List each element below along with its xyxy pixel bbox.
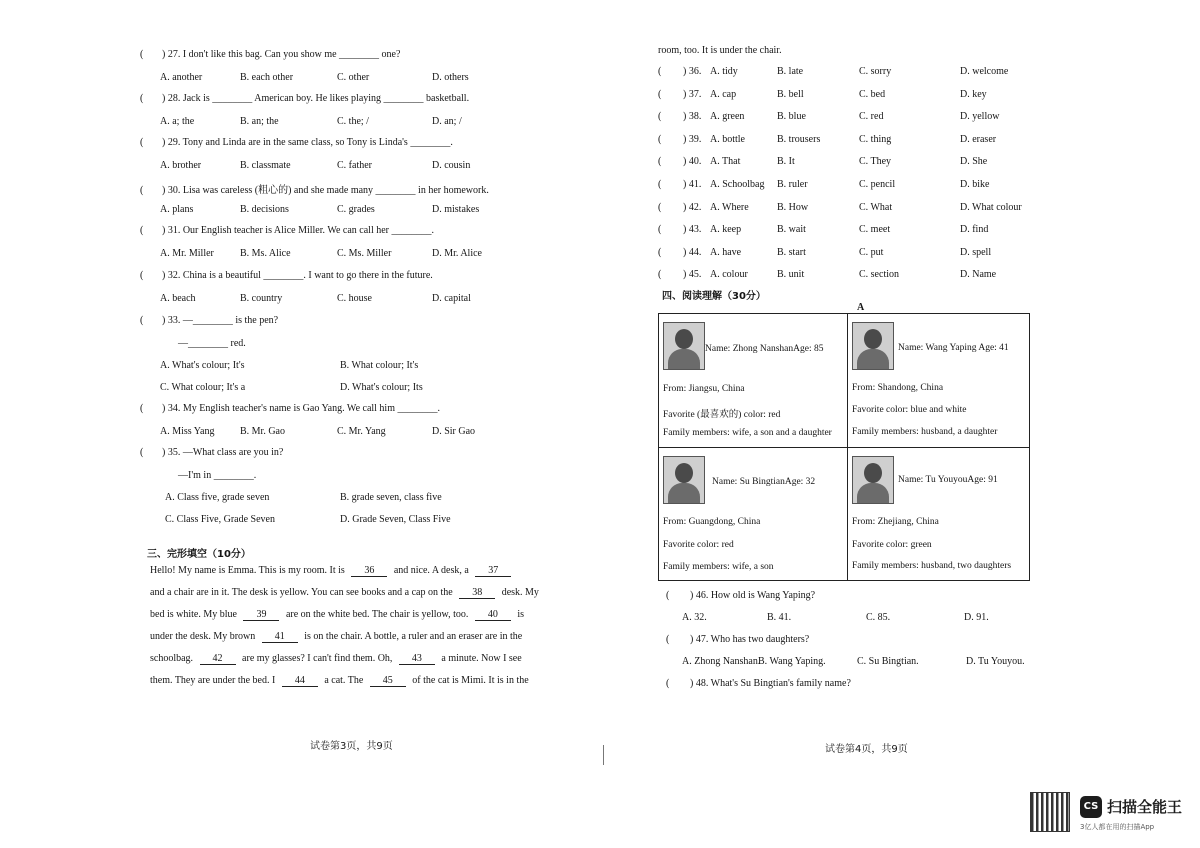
cloze-blank[interactable]: 43 [399,653,435,665]
answer-bracket[interactable]: ( [140,49,144,60]
answer-bracket[interactable]: ( [658,111,662,123]
answer-bracket[interactable]: ( [658,269,662,281]
passage-line [150,653,545,665]
option-number: ) 40. [683,156,702,168]
answer-option[interactable]: B. blue [777,111,806,123]
answer-option[interactable]: D. Grade Seven, Class Five [340,514,451,525]
passage-continuation: room, too. It is under the chair. [658,45,782,56]
question-text: ) 46. How old is Wang Yaping? [690,590,816,601]
question-stem [140,403,440,414]
answer-option[interactable]: D. eraser [960,133,997,145]
profile-name: Name: Su BingtianAge: 32 [712,477,816,487]
answer-option[interactable]: A. a; the [160,116,195,127]
answer-option[interactable]: D. 91. [964,612,989,623]
answer-bracket[interactable]: ( [658,201,662,213]
passage-text: them. They are under the bed. I [150,675,278,686]
answer-option[interactable]: C. They [859,156,892,168]
cloze-blank[interactable]: 45 [370,675,406,687]
answer-option[interactable]: C. father [337,160,372,171]
answer-bracket[interactable]: ( [658,133,662,145]
answer-option[interactable]: A. have [710,246,742,258]
answer-bracket[interactable]: ( [658,179,662,190]
cloze-blank[interactable]: 39 [243,609,279,621]
answer-option[interactable]: A. 32. [682,612,707,623]
answer-bracket[interactable]: ( [666,590,670,601]
profile-name: Name: Tu YouyouAge: 91 [898,475,998,485]
answer-option[interactable]: C. grades [337,204,375,215]
answer-bracket[interactable]: ( [658,156,662,168]
answer-option[interactable]: C. Ms. Miller [337,248,392,259]
answer-option[interactable]: A. keep [710,224,742,236]
answer-option[interactable]: D. Tu Youyou. [966,656,1025,667]
question-text: ) 31. Our English teacher is Alice Miller. We can call her ________. [162,225,434,236]
passage-text: a cat. The [321,675,366,686]
passage-text: and nice. A desk, a [391,565,472,576]
answer-option[interactable]: C. house [337,293,372,304]
answer-option[interactable]: B. an; the [240,116,279,127]
option-number: ) 39. [683,133,702,145]
answer-option[interactable]: B. wait [777,224,806,236]
answer-option[interactable]: A. Schoolbag [710,179,765,190]
answer-option[interactable]: A. bottle [710,133,745,145]
passage-text: bed is white. My blue [150,609,240,620]
question-stem [140,315,278,326]
answer-option[interactable]: B. Wang Yaping. [758,656,826,667]
answer-option[interactable]: D. bike [960,179,990,190]
answer-option[interactable]: D. find [960,224,989,236]
cloze-blank[interactable]: 38 [459,587,495,599]
option-number: ) 37. [683,88,702,100]
cloze-blank[interactable]: 36 [351,565,387,577]
answer-option[interactable]: B. decisions [240,204,289,215]
answer-option[interactable]: B. country [240,293,283,304]
passage-line [150,587,545,599]
profile-cell [659,314,848,448]
profile-from: From: Shandong, China [852,383,944,393]
answer-option[interactable]: C. the; / [337,116,369,127]
question-text: ) 33. —________ is the pen? [162,315,279,326]
answer-option[interactable]: B. How [777,201,809,213]
answer-option[interactable]: D. Sir Gao [432,426,476,437]
answer-option[interactable]: C. thing [859,133,892,145]
answer-option[interactable]: C. What colour; It's a [160,382,246,393]
answer-option[interactable]: A. green [710,111,745,123]
profile-family: Family members: wife, a son [663,562,774,572]
answer-option[interactable]: B. start [777,246,806,258]
qr-code-icon [1030,792,1070,832]
answer-bracket[interactable]: ( [658,88,662,100]
answer-option[interactable]: B. Mr. Gao [240,426,285,437]
answer-option[interactable]: B. 41. [767,612,792,623]
answer-bracket[interactable]: ( [140,270,144,281]
profile-from: From: Jiangsu, China [663,384,745,394]
option-number: ) 44. [683,246,702,258]
answer-bracket[interactable]: ( [658,66,662,77]
answer-option[interactable]: A. Class five, grade seven [165,492,270,503]
answer-option[interactable]: C. Mr. Yang [337,426,386,437]
profile-from: From: Zhejiang, China [852,517,939,527]
profile-cell [659,448,848,580]
answer-option[interactable]: A. That [710,156,741,168]
cloze-blank[interactable]: 40 [475,609,511,621]
answer-option[interactable]: A. beach [160,293,196,304]
question-line2: —________ red. [178,338,246,349]
answer-option[interactable]: A. Miss Yang [160,426,215,437]
answer-option[interactable]: A. plans [160,204,194,215]
answer-option[interactable]: A. colour [710,269,748,281]
passage-text: under the desk. My brown [150,631,258,642]
answer-option[interactable]: D. She [960,156,988,168]
answer-option[interactable]: B. trousers [777,133,821,145]
answer-option[interactable]: B. each other [240,72,294,83]
camscanner-logo-icon: CS [1080,796,1102,818]
cloze-blank[interactable]: 44 [282,675,318,687]
option-number: ) 41. [683,179,702,190]
answer-option[interactable]: B. late [777,66,804,77]
answer-option[interactable]: D. others [432,72,469,83]
question-text: ) 27. I don't like this bag. Can you show me ________ one? [162,49,401,60]
question-text: ) 30. Lisa was careless (粗心的) and she made many ________ in her homework. [162,185,489,196]
passage-text: of the cat is Mimi. It is in the [409,675,529,686]
brand-name: 扫描全能王 [1107,798,1183,816]
question-line2: —I'm in ________. [178,470,257,481]
option-number: ) 36. [683,66,702,77]
profile-name: Name: Zhong NanshanAge: 85 [705,344,824,354]
answer-option[interactable]: B. classmate [240,160,291,171]
answer-option[interactable]: A. Zhong Nanshan. [682,656,761,667]
answer-option[interactable]: C. 85. [866,612,891,623]
answer-option[interactable]: B. unit [777,269,805,281]
passage-line [150,631,545,643]
question-stem [140,49,400,60]
brand-tagline: 3亿人都在用的扫描App [1080,823,1155,831]
passage-label: A [857,302,865,313]
answer-bracket[interactable]: ( [140,315,144,326]
answer-option[interactable]: C. Class Five, Grade Seven [165,514,275,525]
answer-option[interactable]: C. red [859,111,884,123]
answer-option[interactable]: D. What's colour; Its [340,382,423,393]
question-text: ) 32. China is a beautiful ________. I want to go there in the future. [162,270,433,281]
profile-color: Favorite (最喜欢的) color: red [663,410,781,420]
question-stem [140,181,489,196]
question-text: ) 34. My English teacher's name is Gao Yang. We call him ________. [162,403,440,414]
passage-text: and a chair are in it. The desk is yellow. You can see books and a cap on the [150,587,456,598]
answer-option[interactable]: C. Su Bingtian. [857,656,919,667]
right-page-footer: 试卷第4页，共9页 [825,744,908,755]
answer-option[interactable]: A. brother [160,160,202,171]
answer-option[interactable]: B. bell [777,88,804,100]
answer-option[interactable]: D. mistakes [432,204,480,215]
answer-option[interactable]: B. Ms. Alice [240,248,291,259]
passage-text: are my glasses? I can't find them. Oh, [239,653,395,664]
answer-bracket[interactable]: ( [140,225,144,236]
answer-option[interactable]: D. an; / [432,116,462,127]
answer-option[interactable]: D. cousin [432,160,471,171]
question-text: ) 29. Tony and Linda are in the same class, so Tony is Linda's ________. [162,137,453,148]
option-number: ) 45. [683,269,702,281]
answer-option[interactable]: D. capital [432,293,471,304]
answer-option[interactable]: C. other [337,72,370,83]
question-stem [140,270,433,281]
answer-option[interactable]: C. What [859,201,893,213]
passage-line [150,609,545,621]
person-photo [663,322,705,370]
profile-family: Family members: husband, a daughter [852,427,998,437]
answer-bracket[interactable]: ( [140,403,144,414]
answer-option[interactable]: C. section [859,269,899,281]
answer-option[interactable]: C. put [859,246,884,258]
answer-option[interactable]: C. sorry [859,66,892,77]
person-photo [852,456,894,504]
profile-name: Name: Wang Yaping Age: 41 [898,343,1009,353]
answer-option[interactable]: D. spell [960,246,992,258]
question-text: ) 48. What's Su Bingtian's family name? [690,678,851,689]
answer-option[interactable]: D. key [960,88,987,100]
answer-bracket[interactable]: ( [666,678,670,689]
profile-color: Favorite color: blue and white [852,405,967,415]
person-photo [663,456,705,504]
answer-bracket[interactable]: ( [140,185,144,196]
profile-color: Favorite color: red [663,540,734,550]
passage-text: is on the chair. A bottle, a ruler and an eraser are in the [301,631,523,642]
answer-option[interactable]: C. meet [859,224,891,236]
answer-option[interactable]: A. What's colour; It's [160,360,245,371]
answer-option[interactable]: D. What colour [960,201,1022,213]
answer-option[interactable]: B. It [777,156,795,168]
question-text: ) 35. —What class are you in? [162,447,284,458]
answer-option[interactable]: C. bed [859,88,886,100]
question-stem [140,447,283,458]
answer-option[interactable]: A. cap [710,88,737,100]
passage-text: schoolbag. [150,653,196,664]
answer-option[interactable]: D. welcome [960,66,1009,77]
answer-option[interactable]: C. pencil [859,179,896,190]
passage-text: is [514,609,525,620]
profile-table [658,313,1030,581]
answer-option[interactable]: A. Mr. Miller [160,248,214,259]
scanner-watermark [1030,792,1190,836]
passage-text: desk. My [499,587,539,598]
question-stem [140,93,469,104]
answer-option[interactable]: A. tidy [710,66,738,77]
question-text: ) 28. Jack is ________ American boy. He likes playing ________ basketball. [162,93,470,104]
answer-option[interactable]: B. grade seven, class five [340,492,442,503]
answer-bracket[interactable]: ( [658,224,662,236]
answer-bracket[interactable]: ( [140,447,144,458]
section4-title: 四、阅读理解（30分） [662,291,766,302]
answer-bracket[interactable]: ( [666,634,670,645]
question-text: ) 47. Who has two daughters? [690,634,810,645]
cloze-blank[interactable]: 41 [262,631,298,643]
answer-bracket[interactable]: ( [140,93,144,104]
option-number: ) 38. [683,111,702,123]
option-number: ) 42. [683,201,702,213]
left-page-footer: 试卷第3页，共9页 [310,741,393,752]
profile-cell [848,448,1029,580]
answer-option[interactable]: D. Mr. Alice [432,248,482,259]
option-number: ) 43. [683,224,702,236]
answer-bracket[interactable]: ( [140,137,144,148]
answer-option[interactable]: D. Name [960,269,997,281]
passage-text: a minute. Now I see [438,653,522,664]
section3-title: 三、完形填空（10分） [147,549,251,560]
answer-option[interactable]: D. yellow [960,111,1000,123]
question-stem [140,225,434,236]
answer-bracket[interactable]: ( [658,246,662,258]
passage-text: Hello! My name is Emma. This is my room. It is [150,565,348,576]
person-photo [852,322,894,370]
profile-family: Family members: wife, a son and a daughter [663,428,832,438]
profile-cell [848,314,1029,448]
answer-option[interactable]: B. ruler [777,179,808,190]
profile-color: Favorite color: green [852,540,932,550]
passage-line [150,565,545,577]
answer-option[interactable]: A. Where [710,201,749,213]
passage-line [150,675,545,687]
answer-option[interactable]: A. another [160,72,203,83]
cloze-blank[interactable]: 42 [200,653,236,665]
profile-family: Family members: husband, two daughters [852,561,1012,571]
passage-text: are on the white bed. The chair is yellow, too. [283,609,471,620]
profile-from: From: Guangdong, China [663,517,761,527]
question-stem [140,137,453,148]
answer-option[interactable]: B. What colour; It's [340,360,419,371]
cloze-blank[interactable]: 37 [475,565,511,577]
